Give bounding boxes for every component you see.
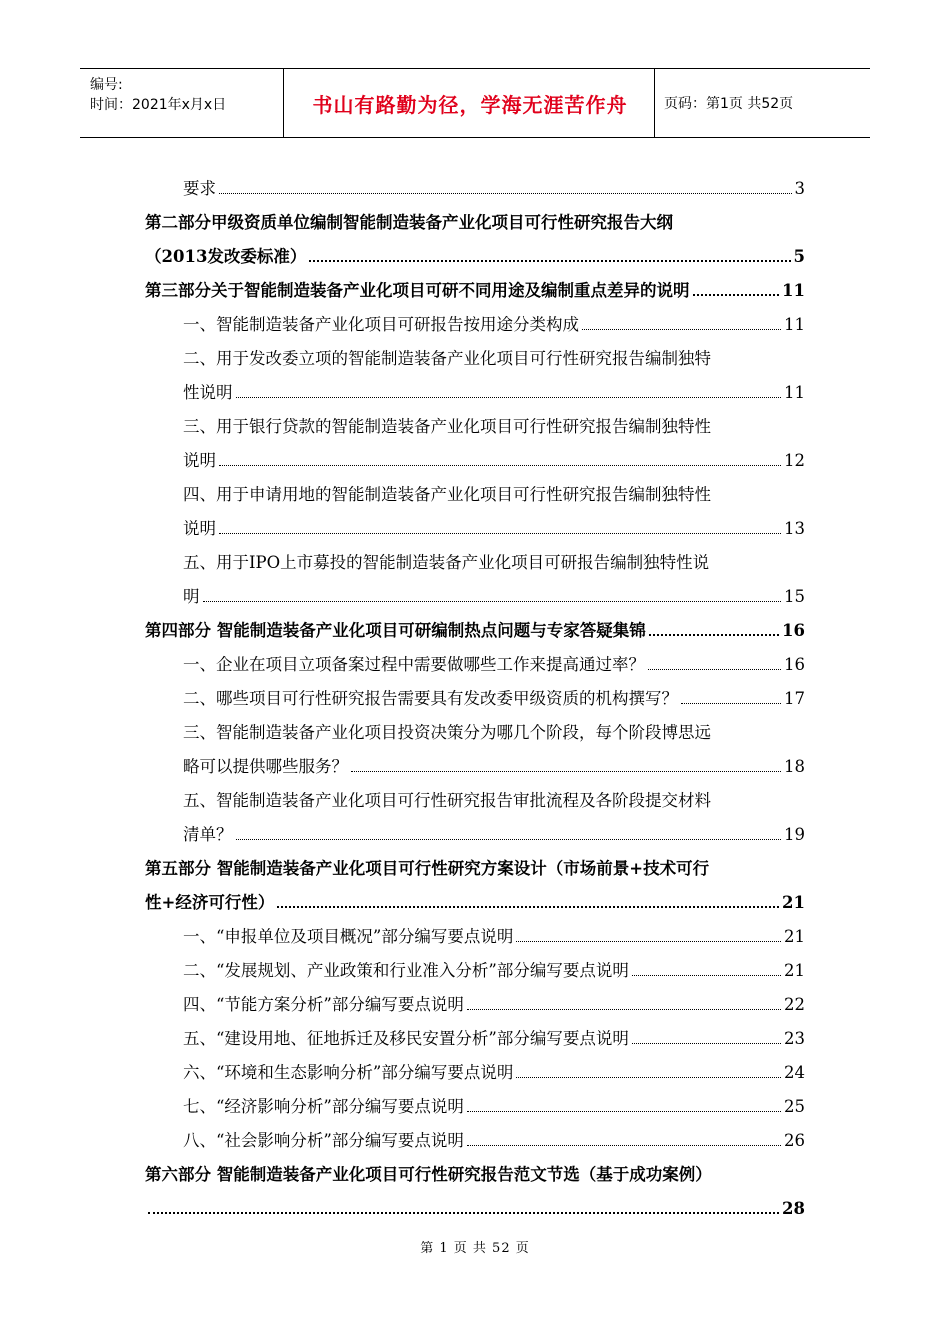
toc-entry-leader-line: [183, 1090, 805, 1124]
toc-entry-title: 一、企业在项目立项备案过程中需要做哪些工作来提高通过率？: [183, 655, 645, 674]
toc-dot-leader: [309, 259, 790, 262]
toc-entry-title: 二、“发展规划、产业政策和行业准入分析”部分编写要点说明: [183, 961, 629, 980]
toc-entry[interactable]: [145, 988, 805, 1022]
toc-entry-text-line: 四、用于申请用地的智能制造装备产业化项目可行性研究报告编制独特性: [183, 485, 711, 504]
toc-entry-leader-line: [183, 920, 805, 954]
toc-entry-title: 一、“申报单位及项目概况”部分编写要点说明: [183, 927, 514, 946]
toc-dot-leader: [516, 1076, 781, 1078]
toc-page-number: 23: [784, 1029, 805, 1048]
toc-page-number: 11: [784, 315, 805, 334]
toc-page-number: 5: [793, 247, 805, 266]
toc-entry[interactable]: [145, 920, 805, 954]
toc-entry[interactable]: [145, 410, 805, 478]
toc-page-number: 17: [784, 689, 805, 708]
toc-entry[interactable]: [145, 478, 805, 546]
toc-entry-title: 要求: [183, 179, 216, 198]
toc-dot-leader: [681, 702, 781, 704]
toc-page-number: 19: [784, 825, 805, 844]
toc-entry-text-line: 第六部分 智能制造装备产业化项目可行性研究报告范文节选（基于成功案例）: [145, 1165, 712, 1184]
toc-entry-text-line: 五、用于IPO上市募投的智能制造装备产业化项目可研报告编制独特性说: [183, 553, 710, 572]
toc-entry-title: 五、“建设用地、征地拆迁及移民安置分析”部分编写要点说明: [183, 1029, 629, 1048]
toc-entry-leader-line: [145, 614, 805, 648]
toc-entry[interactable]: [145, 1056, 805, 1090]
toc-dot-leader: [203, 600, 782, 602]
toc-entry[interactable]: [145, 342, 805, 410]
toc-page-number: 21: [782, 893, 805, 912]
toc-entry[interactable]: [145, 546, 805, 614]
toc-entry-title: 二、哪些项目可行性研究报告需要具有发改委甲级资质的机构撰写？: [183, 689, 678, 708]
toc-entry-text-line: 第五部分 智能制造装备产业化项目可行性研究方案设计（市场前景+技术可行: [145, 859, 710, 878]
toc-dot-leader: [467, 1008, 781, 1010]
toc-entry[interactable]: [145, 206, 805, 274]
toc-entry-text-line: 二、用于发改委立项的智能制造装备产业化项目可行性研究报告编制独特: [183, 349, 711, 368]
toc-entry[interactable]: [145, 172, 805, 206]
header-motto: 书山有路勤为径，学海无涯苦作舟: [312, 92, 628, 117]
header-meta: [90, 75, 280, 115]
toc-dot-leader: [148, 1211, 779, 1214]
toc-page-number: 12: [784, 451, 805, 470]
header-divider: [283, 69, 284, 137]
toc-entry-leader-line: [183, 988, 805, 1022]
toc-page-number: 15: [784, 587, 805, 606]
toc-entry[interactable]: [145, 682, 805, 716]
document-time-label: 时间：2021年x月x日: [90, 97, 227, 113]
toc-entry-leader-line: [183, 1124, 805, 1158]
toc-entry[interactable]: [145, 1090, 805, 1124]
toc-entry-title: （2013发改委标准）: [145, 247, 307, 266]
toc-dot-leader: [467, 1144, 781, 1146]
toc-entry[interactable]: [145, 274, 805, 308]
toc-entry-title: 七、“经济影响分析”部分编写要点说明: [183, 1097, 464, 1116]
toc-entry-title: 第四部分 智能制造装备产业化项目可研编制热点问题与专家答疑集锦: [145, 621, 646, 640]
toc-dot-leader: [632, 974, 781, 976]
toc-dot-leader: [648, 668, 781, 670]
toc-entry[interactable]: [145, 1158, 805, 1226]
toc-dot-leader: [582, 328, 781, 330]
toc-dot-leader: [516, 940, 781, 942]
toc-entry-leader-line: [183, 580, 805, 614]
toc-page-number: 11: [782, 281, 805, 300]
toc-entry-text-line: 五、智能制造装备产业化项目可行性研究报告审批流程及各阶段提交材料: [183, 791, 711, 810]
toc-page-number: 22: [784, 995, 805, 1014]
toc-entry-title: 明: [183, 587, 200, 606]
toc-entry-leader-line: [183, 376, 805, 410]
page-header: [80, 68, 870, 138]
page-footer: 第 1 页 共 52 页: [420, 1241, 530, 1256]
toc-entry[interactable]: [145, 1124, 805, 1158]
toc-dot-leader: [693, 293, 780, 296]
toc-entry-title: 性说明: [183, 383, 233, 402]
toc-page-number: 25: [784, 1097, 805, 1116]
table-of-contents: [145, 172, 805, 1226]
toc-entry-leader-line: [183, 1022, 805, 1056]
toc-entry-text-line: 三、用于银行贷款的智能制造装备产业化项目可行性研究报告编制独特性: [183, 417, 711, 436]
toc-entry[interactable]: [145, 784, 805, 852]
toc-page-number: 21: [784, 961, 805, 980]
toc-page-number: 18: [784, 757, 805, 776]
toc-entry-leader-line: [183, 444, 805, 478]
toc-entry-text-line: 三、智能制造装备产业化项目投资决策分为哪几个阶段，每个阶段博思远: [183, 723, 711, 742]
toc-page-number: 16: [784, 655, 805, 674]
toc-entry-text-line: 第二部分甲级资质单位编制智能制造装备产业化项目可行性研究报告大纲: [145, 213, 673, 232]
toc-entry-title: 性+经济可行性）: [145, 893, 275, 912]
toc-dot-leader: [649, 633, 779, 636]
toc-dot-leader: [219, 532, 781, 534]
toc-entry-title: 六、“环境和生态影响分析”部分编写要点说明: [183, 1063, 514, 1082]
toc-page-number: 28: [782, 1199, 805, 1218]
toc-dot-leader: [351, 770, 781, 772]
toc-entry[interactable]: [145, 614, 805, 648]
toc-entry[interactable]: [145, 852, 805, 920]
toc-dot-leader: [467, 1110, 781, 1112]
toc-dot-leader: [219, 464, 781, 466]
toc-entry-leader-line: [145, 1192, 805, 1226]
toc-entry-leader-line: [183, 954, 805, 988]
toc-dot-leader: [277, 905, 779, 908]
toc-page-number: 21: [784, 927, 805, 946]
toc-page-number: 3: [794, 179, 805, 198]
toc-entry[interactable]: [145, 716, 805, 784]
toc-entry-title: 清单？: [183, 825, 233, 844]
toc-entry[interactable]: [145, 308, 805, 342]
toc-entry-leader-line: [183, 308, 805, 342]
document-number-label: 编号:: [90, 77, 123, 93]
toc-page-number: 16: [782, 621, 805, 640]
toc-entry-leader-line: [183, 648, 805, 682]
toc-entry-leader-line: [183, 750, 805, 784]
toc-entry-title: 四、“节能方案分析”部分编写要点说明: [183, 995, 464, 1014]
toc-page-number: 13: [784, 519, 805, 538]
toc-dot-leader: [236, 396, 782, 398]
toc-entry-leader-line: [145, 274, 805, 308]
toc-entry-title: 略可以提供哪些服务？: [183, 757, 348, 776]
toc-entry-leader-line: [183, 818, 805, 852]
header-page-info: 页码：第1页 共52页: [664, 96, 794, 112]
toc-entry-leader-line: [183, 682, 805, 716]
toc-entry[interactable]: [145, 954, 805, 988]
toc-entry-leader-line: [183, 512, 805, 546]
toc-entry-title: 说明: [183, 519, 216, 538]
header-divider: [654, 69, 655, 137]
toc-page-number: 26: [784, 1131, 805, 1150]
toc-entry-leader-line: [145, 240, 805, 274]
toc-entry-leader-line: [183, 172, 805, 206]
toc-entry-leader-line: [183, 1056, 805, 1090]
toc-entry-title: 第三部分关于智能制造装备产业化项目可研不同用途及编制重点差异的说明: [145, 281, 690, 300]
toc-entry-title: 说明: [183, 451, 216, 470]
toc-entry-title: 一、智能制造装备产业化项目可研报告按用途分类构成: [183, 315, 579, 334]
toc-dot-leader: [236, 838, 782, 840]
toc-dot-leader: [632, 1042, 781, 1044]
toc-entry[interactable]: [145, 1022, 805, 1056]
toc-entry-leader-line: [145, 886, 805, 920]
toc-page-number: 11: [784, 383, 805, 402]
toc-page-number: 24: [784, 1063, 805, 1082]
toc-entry[interactable]: [145, 648, 805, 682]
toc-dot-leader: [219, 192, 792, 194]
toc-entry-title: 八、“社会影响分析”部分编写要点说明: [183, 1131, 464, 1150]
